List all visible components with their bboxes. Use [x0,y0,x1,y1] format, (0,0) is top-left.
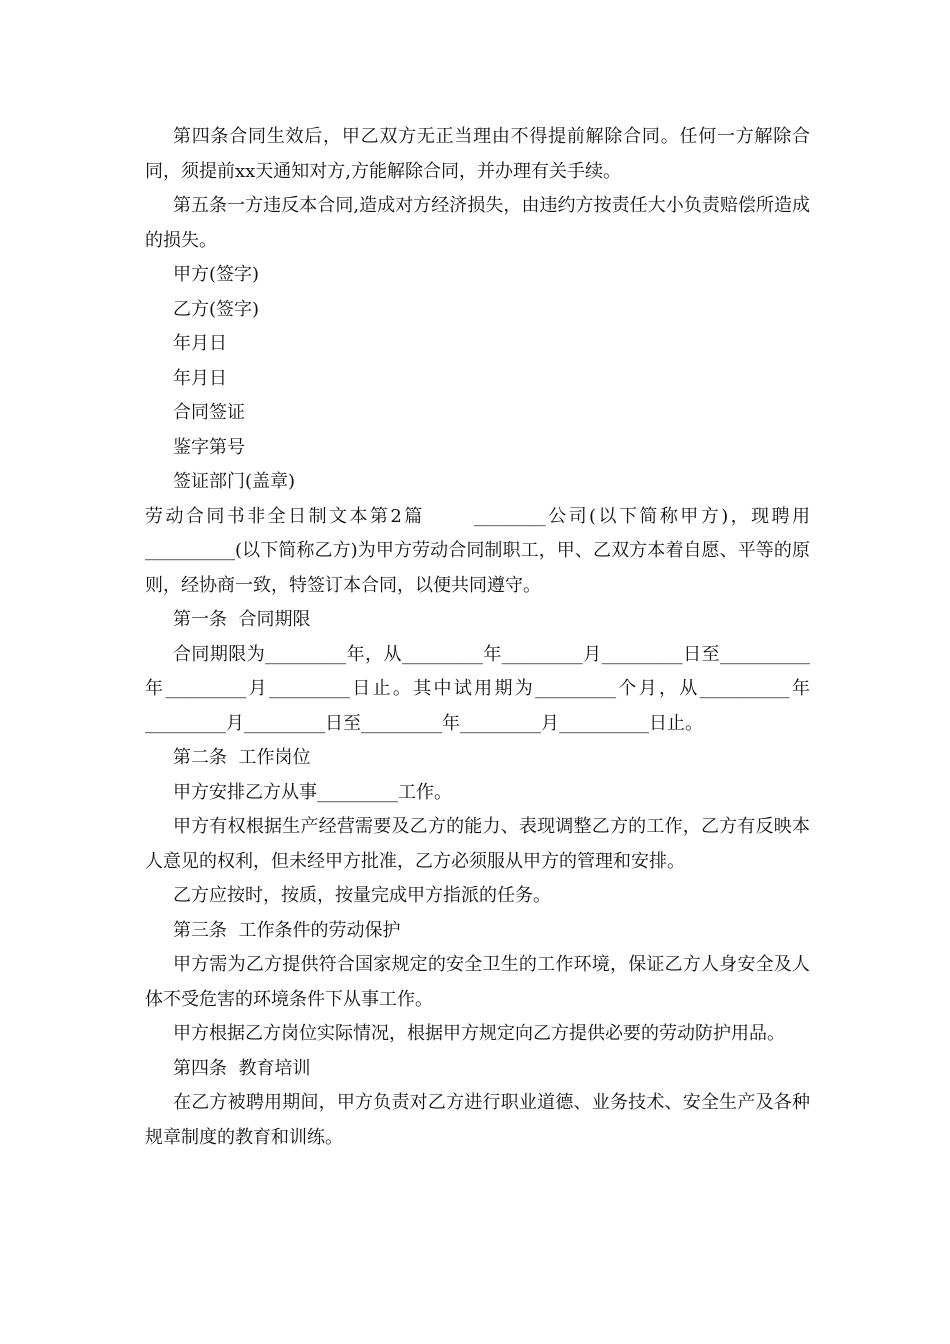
document-paragraph: 第五条一方违反本合同,造成对方经济损失，由违约方按责任大小负责赔偿所造成的损失。 [145,195,810,251]
document-paragraph: 合同签证 [173,402,245,423]
document-paragraph: 第四条 教育培训 [173,1057,311,1079]
document-paragraph: 第三条 工作条件的劳动保护 [173,919,401,941]
document-paragraph: 劳动合同书非全日制文本第2篇 ________公司(以下简称甲方)，现聘用__________(以下简称乙方)为甲方劳动合同制职工，甲、乙双方本着自愿、平等的原则，经协商一致，特签订本合同，以便共同遵守。 [145,505,810,596]
document-paragraph: 甲方有权根据生产经营需要及乙方的能力、表现调整乙方的工作，乙方有反映本人意见的权利，但未经甲方批准，乙方必须服从甲方的管理和安排。 [145,816,810,872]
document-paragraph: 合同期限为_________年，从_________年_________月_________日至__________年_________月_________日止。其中试用期为_________个月，从__________年_________月_________日至_________年_________月__________日止。 [145,643,810,734]
document-body [145,120,810,1155]
document-paragraph: 甲方(签字) [173,264,260,285]
document-paragraph: 乙方(签字) [173,298,260,320]
document-paragraph: 第一条 合同期限 [173,609,311,630]
document-paragraph: 甲方根据乙方岗位实际情况，根据甲方规定向乙方提供必要的劳动防护用品。 [173,1023,785,1044]
document-paragraph: 鉴字第号 [173,436,245,458]
document-paragraph: 乙方应按时，按质，按量完成甲方指派的任务。 [173,885,551,906]
document-paragraph: 甲方安排乙方从事_________工作。 [173,781,452,803]
document-paragraph: 甲方需为乙方提供符合国家规定的安全卫生的工作环境，保证乙方人身安全及人体不受危害的环境条件下从事工作。 [145,954,810,1010]
document-paragraph: 第二条 工作岗位 [173,747,311,768]
document-paragraph: 在乙方被聘用期间，甲方负责对乙方进行职业道德、业务技术、安全生产及各种规章制度的教育和训练。 [145,1092,810,1148]
document-paragraph: 年月日 [173,367,227,389]
document-paragraph: 第四条合同生效后，甲乙双方无正当理由不得提前解除合同。任何一方解除合同，须提前xx天通知对方,方能解除合同，并办理有关手续。 [145,126,810,182]
document-paragraph: 年月日 [173,333,227,354]
document-paragraph: 签证部门(盖章) [173,471,296,492]
